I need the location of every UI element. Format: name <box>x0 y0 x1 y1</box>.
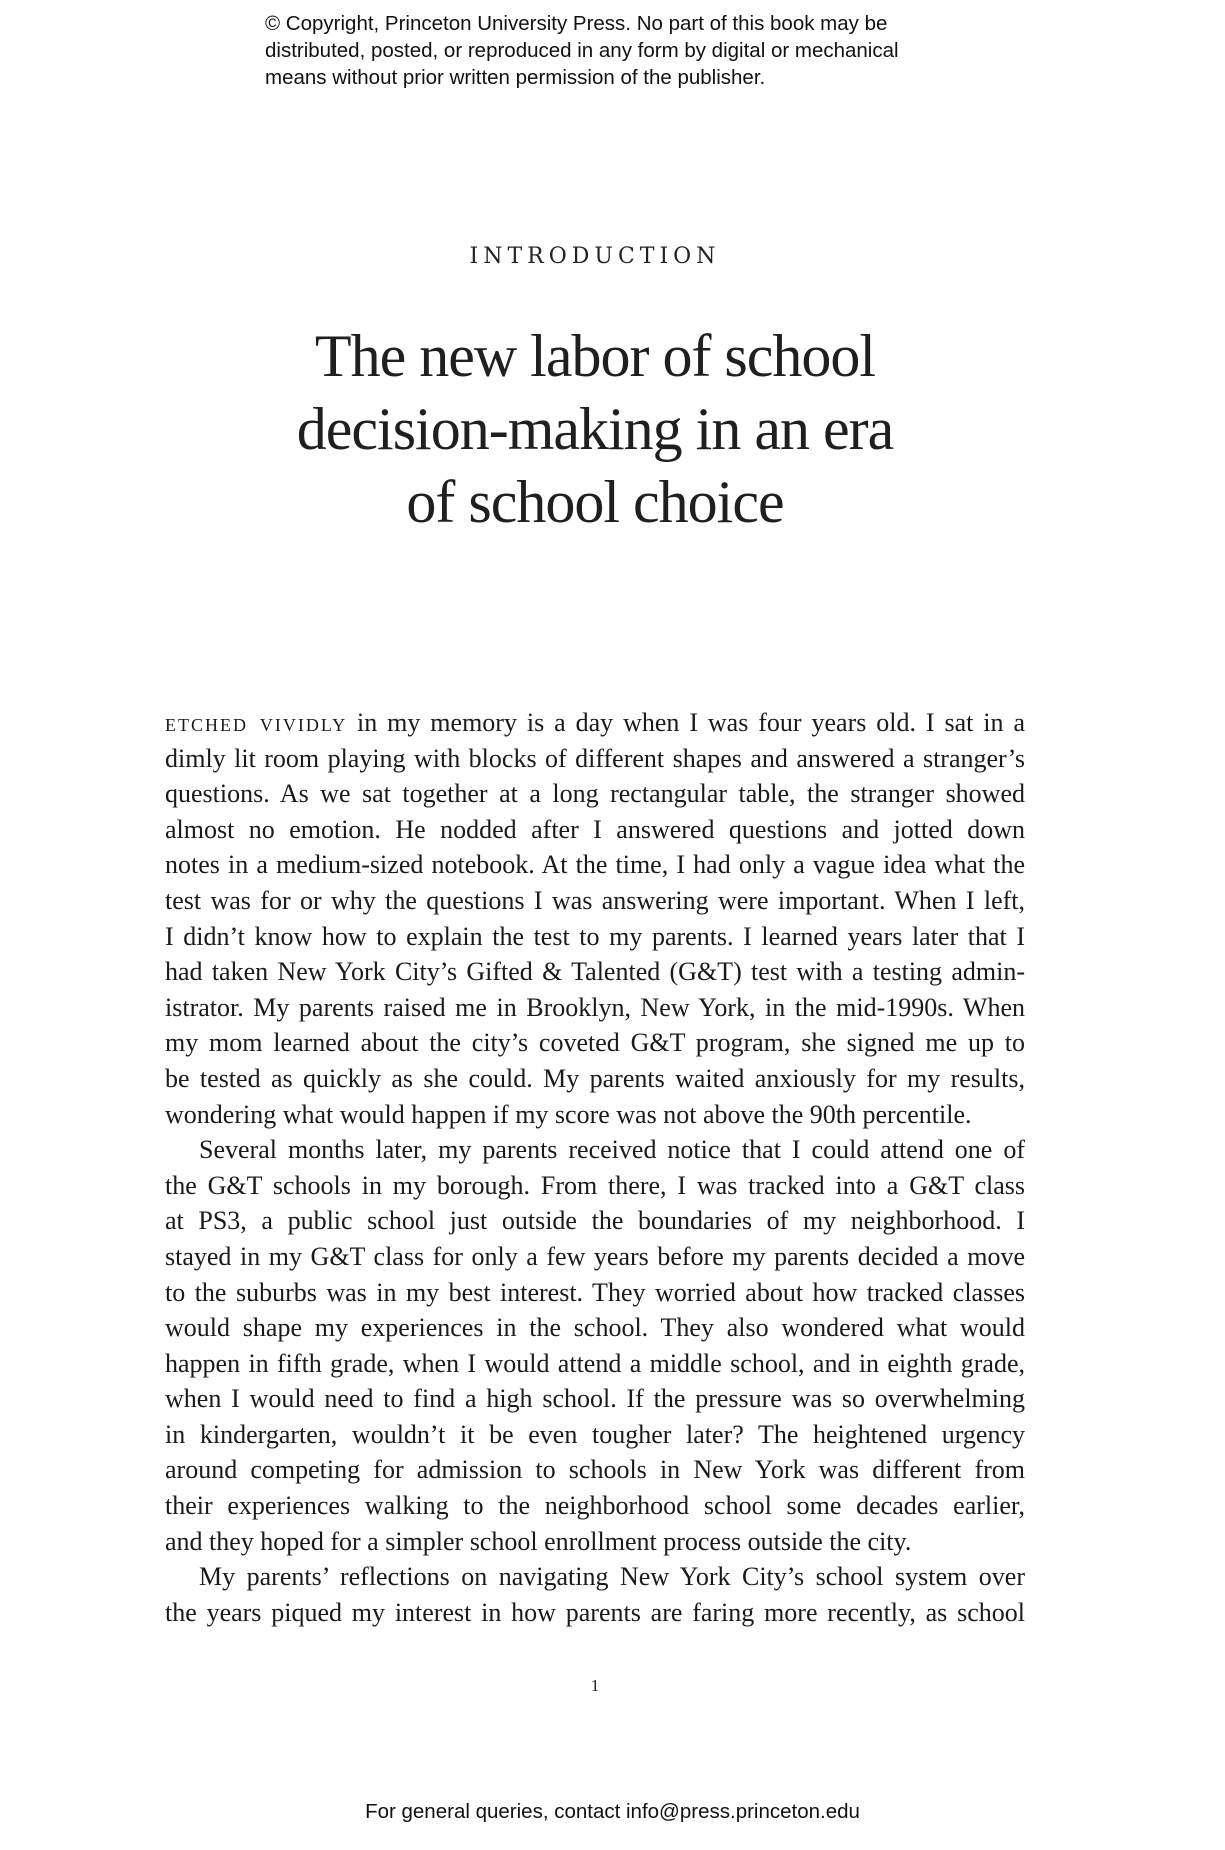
body-line: to the suburbs was in my best interest. They worried about how tracked classes <box>165 1277 1025 1307</box>
body-line: would shape my experiences in the school. They also wondered what would <box>165 1313 1025 1343</box>
body-line: almost no emotion. He nodded after I answered questions and jotted down <box>165 814 1025 844</box>
body-line: wondering what would happen if my score was not above the 90th percentile. <box>165 1099 972 1129</box>
copyright-line: © Copyright, Princeton University Press. No part of this book may be <box>265 12 888 35</box>
body-line: the G&T schools in my borough. From there, I was tracked into a G&T class <box>165 1170 1025 1200</box>
body-text <box>165 705 1025 1630</box>
chapter-title-line: of school choice <box>406 469 784 535</box>
copyright-line: means without prior written permission of the publisher. <box>265 66 766 89</box>
body-line: istrator. My parents raised me in Brooklyn, New York, in the mid-1990s. When <box>165 992 1025 1022</box>
body-line: questions. As we sat together at a long rectangular table, the stranger showed <box>165 779 1025 809</box>
body-line: had taken New York City’s Gifted & Talented (G&T) test with a testing admin- <box>165 957 1025 987</box>
chapter-title <box>0 320 1190 539</box>
body-line: I didn’t know how to explain the test to my parents. I learned years later that I <box>165 921 1025 951</box>
body-line: their experiences walking to the neighborhood school some decades earlier, <box>165 1491 1025 1521</box>
page-number: 1 <box>590 1676 600 1695</box>
body-line: dimly lit room playing with blocks of different shapes and answered a stranger’s <box>165 743 1025 773</box>
body-line: test was for or why the questions I was answering were important. When I left, <box>165 885 1025 915</box>
body-line: around competing for admission to schools in New York was different from <box>165 1455 1025 1485</box>
body-line: be tested as quickly as she could. My parents waited anxiously for my results, <box>165 1063 1025 1093</box>
body-line: the years piqued my interest in how parents are faring more recently, as school <box>165 1597 1025 1627</box>
first-line-text: in my memory is a day when I was four years old. I sat in a <box>347 708 1025 737</box>
copyright-line: distributed, posted, or reproduced in any form by digital or mechanical <box>265 39 899 62</box>
chapter-title-line: The new labor of school <box>314 323 876 389</box>
body-line: and they hoped for a simpler school enrollment process outside the city. <box>165 1526 912 1556</box>
body-line: at PS3, a public school just outside the boundaries of my neighborhood. I <box>165 1206 1025 1236</box>
copyright-notice <box>265 10 1025 91</box>
body-line: when I would need to find a high school. If the pressure was so overwhelming <box>165 1384 1025 1414</box>
body-line: My parents’ reflections on navigating New York City’s school system over <box>199 1562 1025 1592</box>
chapter-label: INTRODUCTION <box>469 244 721 269</box>
body-line <box>165 705 1025 741</box>
body-line: happen in fifth grade, when I would attend a middle school, and in eighth grade, <box>165 1348 1025 1378</box>
body-line: in kindergarten, wouldn’t it be even tougher later? The heightened urgency <box>165 1419 1025 1449</box>
body-line: notes in a medium-sized notebook. At the time, I had only a vague idea what the <box>165 850 1025 880</box>
chapter-title-line: decision-making in an era <box>296 396 894 462</box>
body-line: Several months later, my parents received notice that I could attend one of <box>199 1135 1025 1165</box>
lead-in-smallcaps: etched vividly <box>165 708 348 737</box>
footer-contact: For general queries, contact info@press.princeton.edu <box>365 1800 860 1823</box>
body-line: my mom learned about the city’s coveted G&T program, she signed me up to <box>165 1028 1025 1058</box>
body-line: stayed in my G&T class for only a few years before my parents decided a move <box>165 1241 1025 1271</box>
